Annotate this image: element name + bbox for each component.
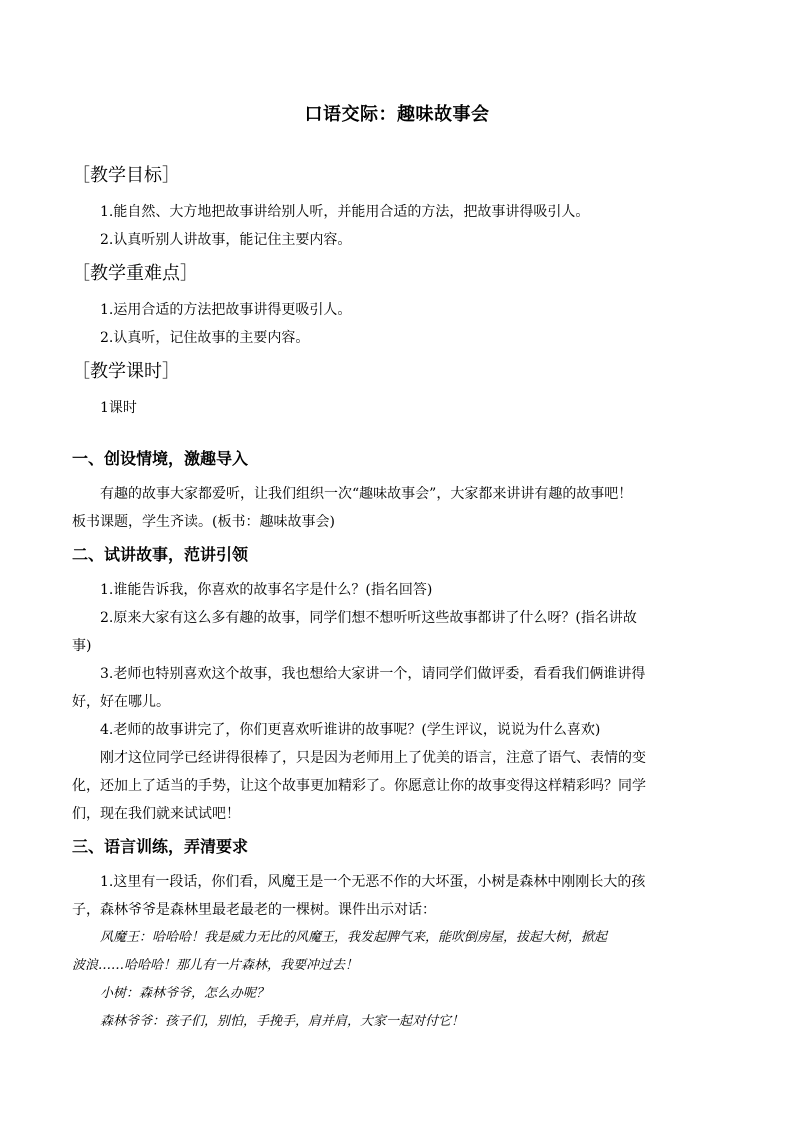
objective-item: 1.能自然、大方地把故事讲给别人听，并能用合适的方法，把故事讲得吸引人。 bbox=[100, 204, 590, 220]
section2-paragraph: 刚才这位同学已经讲得很棒了，只是因为老师用上了优美的语言，注意了语气、表情的变 bbox=[100, 750, 646, 766]
key-points-heading: ［教学重难点］ bbox=[72, 263, 198, 284]
hours-text: 1课时 bbox=[100, 400, 137, 416]
section1-paragraph: 有趣的故事大家都爱听，让我们组织一次“趣味故事会”，大家都来讲讲有趣的故事吧！ bbox=[100, 486, 633, 502]
dialog-line: 森林爷爷：孩子们，别怕，手挽手，肩并肩，大家一起对付它！ bbox=[100, 1014, 465, 1029]
section1-paragraph-cont: 板书课题，学生齐读。(板书：趣味故事会) bbox=[72, 514, 335, 530]
key-point-item: 2.认真听，记住故事的主要内容。 bbox=[100, 330, 310, 346]
section2-item: 1.谁能告诉我，你喜欢的故事名字是什么？(指名回答) bbox=[100, 582, 433, 598]
section3-heading: 三、语言训练，弄清要求 bbox=[72, 837, 249, 856]
page-title: 口语交际：趣味故事会 bbox=[304, 104, 490, 125]
objectives-heading: ［教学目标］ bbox=[72, 165, 180, 186]
section3-item: 1.这里有一段话，你们看，风魔王是一个无恶不作的大坏蛋，小树是森林中刚刚长大的孩 bbox=[100, 874, 646, 890]
dialog-line: 小树：森林爷爷，怎么办呢？ bbox=[100, 986, 270, 1001]
section1-heading: 一、创设情境，激趣导入 bbox=[72, 449, 249, 468]
document-page bbox=[72, 100, 722, 1036]
section2-heading: 二、试讲故事，范讲引领 bbox=[72, 545, 249, 564]
dialog-line: 风魔王：哈哈哈！我是威力无比的风魔王，我发起脾气来，能吹倒房屋，拔起大树，掀起 bbox=[100, 930, 608, 945]
section2-item: 4.老师的故事讲完了，你们更喜欢听谁讲的故事呢？(学生评议，说说为什么喜欢) bbox=[100, 722, 601, 738]
section2-item-cont: 好，好在哪儿。 bbox=[72, 694, 170, 710]
section3-item-cont: 子，森林爷爷是森林里最老最老的一棵树。课件出示对话： bbox=[72, 902, 436, 918]
section2-item-cont: 事) bbox=[72, 638, 92, 654]
hours-heading: ［教学课时］ bbox=[72, 361, 180, 382]
key-point-item: 1.运用合适的方法把故事讲得更吸引人。 bbox=[100, 302, 352, 318]
dialog-line-cont: 波浪……哈哈哈！那儿有一片森林，我要冲过去！ bbox=[72, 958, 359, 973]
section2-paragraph-cont: 们，现在我们就来试试吧！ bbox=[72, 806, 240, 822]
section2-item: 2.原来大家有这么多有趣的故事，同学们想不想听听这些故事都讲了什么呀？(指名讲故 bbox=[100, 610, 637, 626]
section2-paragraph-cont: 化，还加上了适当的手势，让这个故事更加精彩了。你愿意让你的故事变得这样精彩吗？同学 bbox=[72, 778, 646, 794]
objective-item: 2.认真听别人讲故事，能记住主要内容。 bbox=[100, 232, 352, 248]
section2-item: 3.老师也特别喜欢这个故事，我也想给大家讲一个，请同学们做评委，看看我们俩谁讲得 bbox=[100, 666, 646, 682]
